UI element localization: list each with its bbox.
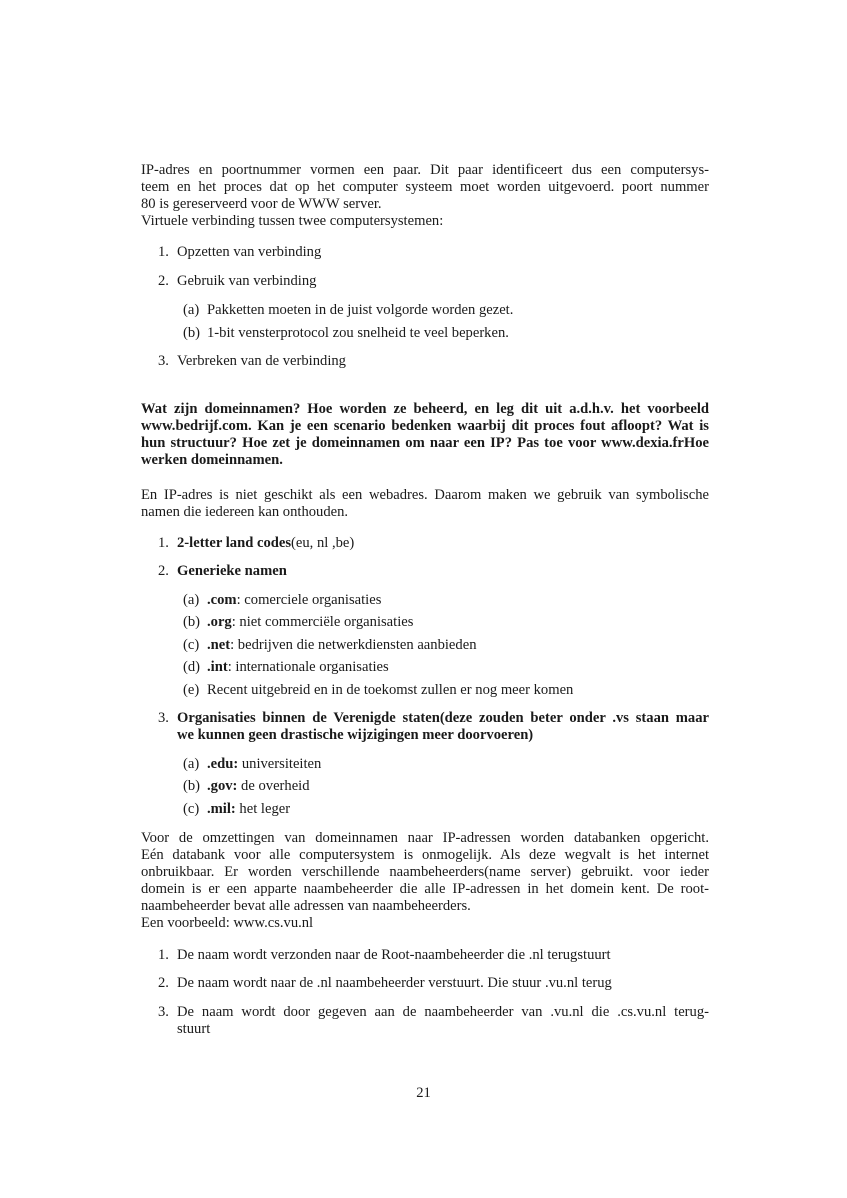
sub-item-text: universiteiten [238,756,322,772]
sub-item [207,778,707,795]
page-number: 21 [416,1085,431,1101]
sub-item-term: .edu: [207,756,239,772]
list-item: De naam wordt naar de .nl naambeheerder verstuurt. Die stuur .vu.nl terug [177,975,612,991]
sub-item [207,659,707,676]
sub-item-text: : internationale organisaties [227,659,389,675]
list-item-line-2: stuurt [177,1021,211,1037]
sub-item [207,592,707,609]
sub-item [207,637,707,654]
p3-line-6: Een voorbeeld: www.cs.vu.nl [141,915,314,931]
sub-item-text: het leger [235,801,291,817]
sub-item-term: .gov: [207,778,238,794]
list-item-number: 3. [158,710,169,726]
sub-item [207,682,707,699]
list-item [177,535,709,552]
paragraph-3 [141,830,709,932]
sub-item-number: (d) [183,659,201,675]
question-line-3: hun structuur? Hoe zet je domeinnamen om naar een IP? Pas toe voor www.dexia.frHoe [141,435,709,451]
sub-item-term: .net [207,637,231,653]
p3-line-3: onbruikbaar. Er worden verschillende naambeheerders(name server) gebruikt. voor ieder [141,864,709,880]
intro-line-1: IP-adres en poortnummer vormen een paar. Dit paar identificeert dus een computersys- [141,162,709,178]
list-item: Gebruik van verbinding [177,273,317,289]
intro-line-3: 80 is gereserveerd voor de WWW server. [141,196,382,212]
p3-line-2: Eén databank voor alle computersystem is onmogelijk. Als deze wegvalt is het internet [141,847,709,863]
p3-line-4: domein is er een apparte naambeheerder die alle IP-adressen in het domein kent. De root- [141,881,709,897]
sub-item-number: (a) [183,302,200,318]
list-item-number: 3. [158,353,169,369]
sub-item-number: (a) [183,592,200,608]
list-item-term: 2-letter land codes [177,535,292,551]
sub-item: Pakketten moeten in de juist volgorde worden gezet. [207,302,514,318]
list-item-number: 2. [158,563,169,579]
list-item: De naam wordt verzonden naar de Root-naambeheerder die .nl terugstuurt [177,947,611,963]
intro-line-2: teem en het proces dat op het computer systeem moet worden uitgevoerd. poort nummer [141,179,709,195]
list-item [177,1004,709,1038]
p3-line-1: Voor de omzettingen van domeinnamen naar IP-adressen worden databanken opgericht. [141,830,709,846]
paragraph-2 [141,487,709,521]
sub-item-term: .int [207,659,228,675]
question-line-2: www.bedrijf.com. Kan je een scenario bedenken waarbij dit proces fout afloopt? Wat is [141,418,709,434]
sub-item-text: Recent uitgebreid en in de toekomst zullen er nog meer komen [207,682,574,698]
sub-item-text: de overheid [237,778,310,794]
list-item-number: 1. [158,947,169,963]
sub-item-number: (b) [183,614,201,630]
list-item [177,563,709,580]
list-item [177,710,709,744]
sub-item-number: (b) [183,778,201,794]
sub-item-number: (b) [183,325,201,341]
list-item-line-1: Organisaties binnen de Verenigde staten(deze zouden beter onder .vs staan maar [177,710,709,726]
list-item-number: 2. [158,975,169,991]
question-line-4: werken domeinnamen. [141,452,283,468]
list-item-line-1: De naam wordt door gegeven aan de naambeheerder van .vu.nl die .cs.vu.nl terug- [177,1004,709,1020]
p2-line-1: En IP-adres is niet geschikt als een webadres. Daarom maken we gebruik van symbolische [141,487,709,503]
intro-paragraph [141,162,709,230]
sub-item-number: (e) [183,682,200,698]
list-item-number: 3. [158,1004,169,1020]
sub-item-term: .org [207,614,232,630]
sub-item-term: .com [207,592,237,608]
sub-item-number: (a) [183,756,200,772]
question-line-1: Wat zijn domeinnamen? Hoe worden ze beheerd, en leg dit uit a.d.h.v. het voorbeeld [141,401,709,417]
sub-item [207,756,707,773]
list-item: Verbreken van de verbinding [177,353,346,369]
list-item: Opzetten van verbinding [177,244,322,260]
p3-line-5: naambeheerder bevat alle adressen van naambeheerders. [141,898,471,914]
question-paragraph [141,401,709,469]
sub-item-text: : bedrijven die netwerkdiensten aanbieden [230,637,477,653]
p2-line-2: namen die iedereen kan onthouden. [141,504,349,520]
sub-item-term: .mil: [207,801,236,817]
list-item-number: 2. [158,273,169,289]
sub-item [207,801,707,818]
sub-item-text: : comerciele organisaties [236,592,382,608]
list-item-number: 1. [158,535,169,551]
sub-item-number: (c) [183,801,200,817]
list-item-text: (eu, nl ,be) [291,535,355,551]
sub-item-number: (c) [183,637,200,653]
sub-item: 1-bit vensterprotocol zou snelheid te veel beperken. [207,325,509,341]
list-item-line-2: we kunnen geen drastische wijzigingen meer doorvoeren) [177,727,534,743]
list-item-number: 1. [158,244,169,260]
sub-item-text: : niet commerciële organisaties [231,614,414,630]
intro-line-4: Virtuele verbinding tussen twee computersystemen: [141,213,444,229]
sub-item [207,614,707,631]
list-item-term: Generieke namen [177,563,287,579]
